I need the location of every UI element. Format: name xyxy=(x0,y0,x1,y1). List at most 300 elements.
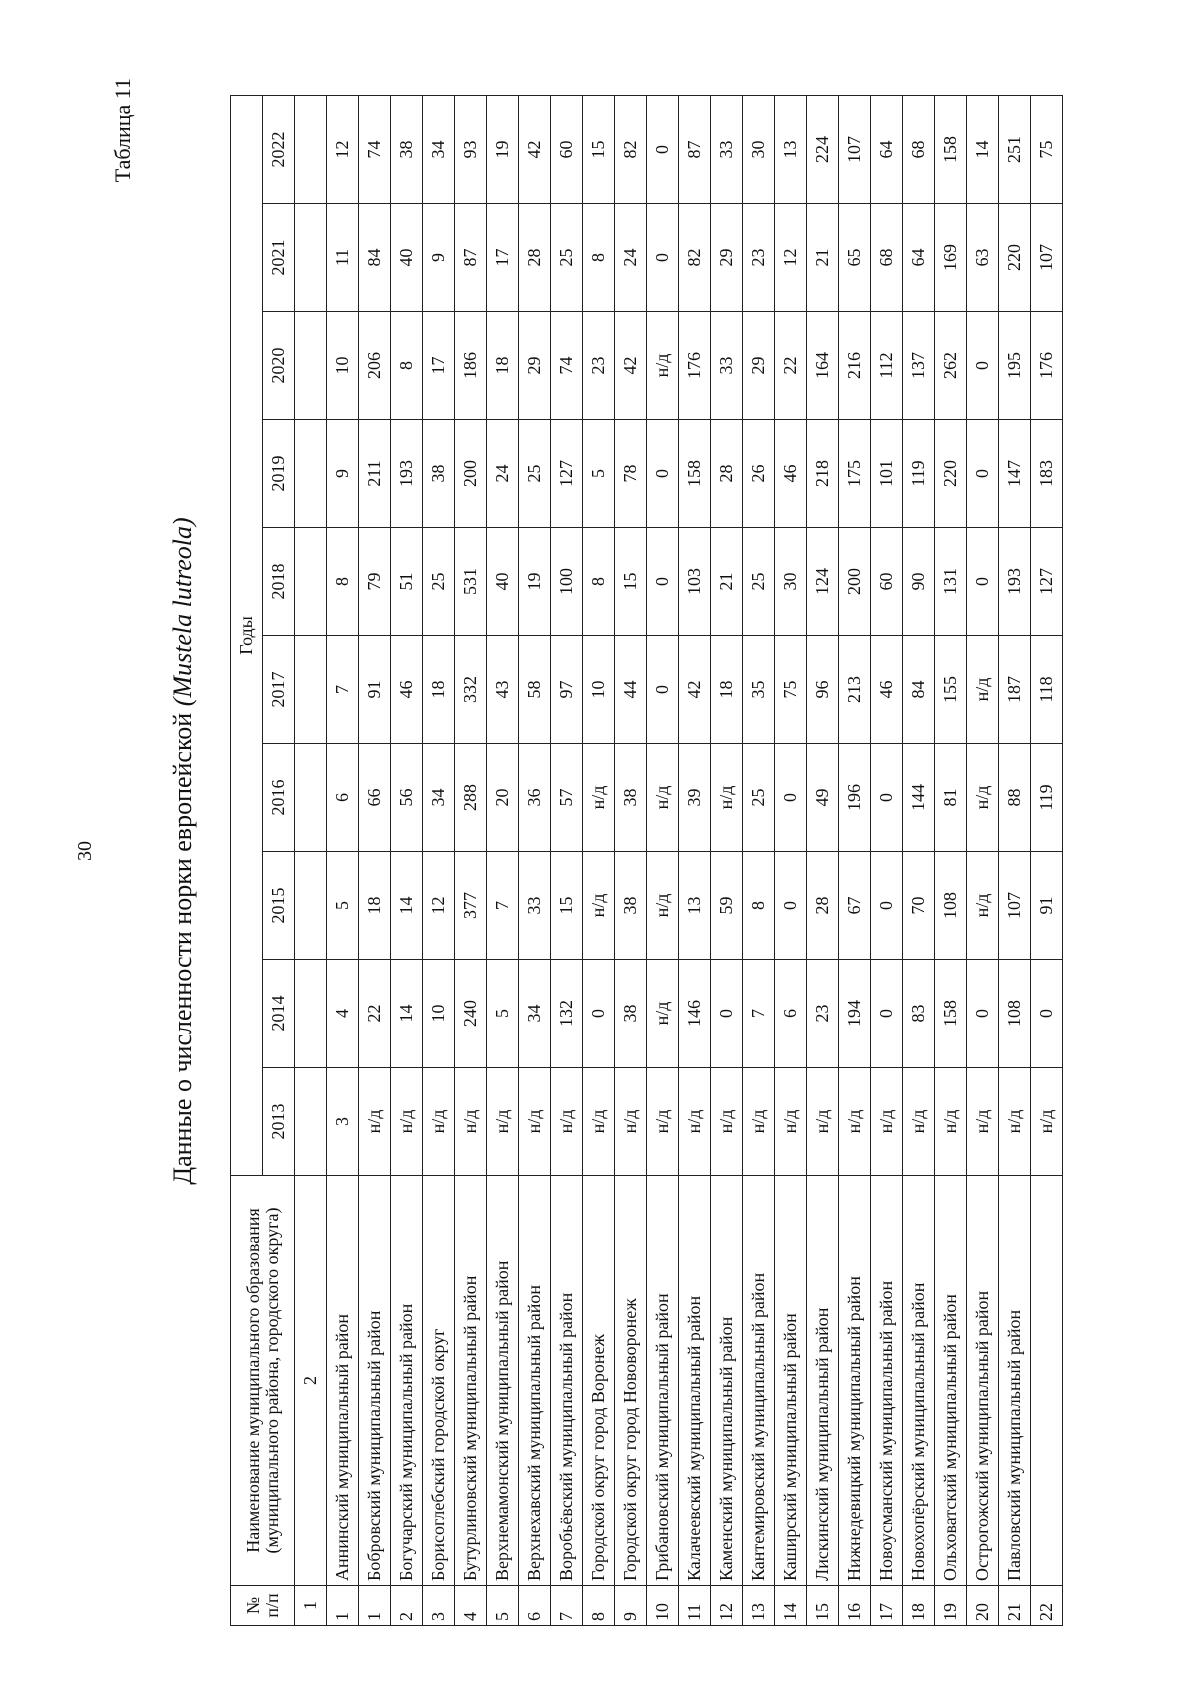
value-cell: 14 xyxy=(391,852,423,960)
municipality-name: Городской округ город Нововоронеж xyxy=(615,1176,647,1586)
value-cell: 6 xyxy=(775,960,807,1068)
value-cell: 33 xyxy=(711,95,743,203)
value-cell: 0 xyxy=(1031,960,1063,1068)
value-cell: 0 xyxy=(871,744,903,852)
table-row xyxy=(647,95,679,1625)
value-cell: 46 xyxy=(871,636,903,744)
value-cell: 84 xyxy=(359,204,391,312)
table-row xyxy=(1031,95,1063,1625)
value-cell: 38 xyxy=(615,960,647,1068)
value-cell: 176 xyxy=(679,312,711,420)
value-cell: 91 xyxy=(1031,852,1063,960)
value-cell: 131 xyxy=(935,528,967,636)
value-cell: 132 xyxy=(551,960,583,1068)
value-cell: н/д xyxy=(743,1068,775,1176)
table-row xyxy=(327,95,359,1625)
value-cell: 0 xyxy=(647,528,679,636)
municipality-name: Каширский муниципальный район xyxy=(775,1176,807,1586)
value-cell: 33 xyxy=(519,852,551,960)
header-name: Наименование муниципального образования (муниципального района, городского округа) xyxy=(231,1176,295,1586)
value-cell: 12 xyxy=(775,204,807,312)
value-cell: 18 xyxy=(423,636,455,744)
column-index-cell: 1 xyxy=(295,1586,327,1626)
municipality-name: Кантемировский муниципальный район xyxy=(743,1176,775,1586)
value-cell: 25 xyxy=(519,420,551,528)
table-row xyxy=(999,95,1031,1625)
value-cell: 84 xyxy=(903,636,935,744)
row-number: 20 xyxy=(967,1586,999,1626)
value-cell: н/д xyxy=(967,852,999,960)
value-cell: 25 xyxy=(423,528,455,636)
value-cell: 19 xyxy=(487,95,519,203)
value-cell: 107 xyxy=(1031,204,1063,312)
table-row xyxy=(551,95,583,1625)
value-cell: 38 xyxy=(615,744,647,852)
column-index-cell xyxy=(295,744,327,852)
column-index-cell xyxy=(295,312,327,420)
value-cell: 158 xyxy=(679,420,711,528)
value-cell: 34 xyxy=(423,744,455,852)
value-cell: 213 xyxy=(839,636,871,744)
year-header: 2018 xyxy=(263,528,295,636)
value-cell: 8 xyxy=(583,528,615,636)
value-cell: н/д xyxy=(967,1068,999,1176)
value-cell: н/д xyxy=(935,1068,967,1176)
value-cell: 78 xyxy=(615,420,647,528)
row-number: 15 xyxy=(807,1586,839,1626)
rotated-page xyxy=(70,56,1130,1646)
title-latin: (Mustela lutreola) xyxy=(168,517,197,707)
value-cell: 96 xyxy=(807,636,839,744)
value-cell: н/д xyxy=(967,636,999,744)
value-cell: 9 xyxy=(423,204,455,312)
value-cell: 24 xyxy=(487,420,519,528)
row-number: 5 xyxy=(487,1586,519,1626)
row-number: 10 xyxy=(647,1586,679,1626)
value-cell: н/д xyxy=(679,1068,711,1176)
value-cell: 206 xyxy=(359,312,391,420)
municipality-name: Воробьёвский муниципальный район xyxy=(551,1176,583,1586)
row-number: 6 xyxy=(519,1586,551,1626)
table-row xyxy=(839,95,871,1625)
value-cell: н/д xyxy=(711,744,743,852)
municipality-name: Лискинский муниципальный район xyxy=(807,1176,839,1586)
value-cell: 164 xyxy=(807,312,839,420)
value-cell: 74 xyxy=(359,95,391,203)
value-cell: 183 xyxy=(1031,420,1063,528)
value-cell: 0 xyxy=(967,528,999,636)
municipality-name: Аннинский муниципальный район xyxy=(327,1176,359,1586)
value-cell: 8 xyxy=(327,528,359,636)
value-cell: 11 xyxy=(327,204,359,312)
value-cell: 200 xyxy=(455,420,487,528)
value-cell: 42 xyxy=(679,636,711,744)
value-cell: н/д xyxy=(647,744,679,852)
value-cell: 8 xyxy=(391,312,423,420)
municipality-name: Калачеевский муниципальный район xyxy=(679,1176,711,1586)
value-cell: 28 xyxy=(807,852,839,960)
value-cell: 158 xyxy=(935,95,967,203)
value-cell: 0 xyxy=(583,960,615,1068)
value-cell: 74 xyxy=(551,312,583,420)
value-cell: 211 xyxy=(359,420,391,528)
municipality-name: Верхнехавский муниципальный район xyxy=(519,1176,551,1586)
value-cell: 220 xyxy=(999,204,1031,312)
value-cell: 144 xyxy=(903,744,935,852)
value-cell: 29 xyxy=(711,204,743,312)
page-title xyxy=(168,56,198,1646)
header-num: № п/п xyxy=(231,1586,295,1626)
row-number: 16 xyxy=(839,1586,871,1626)
value-cell: 64 xyxy=(871,95,903,203)
value-cell: 195 xyxy=(999,312,1031,420)
table-row xyxy=(903,95,935,1625)
value-cell: н/д xyxy=(551,1068,583,1176)
year-header: 2022 xyxy=(263,95,295,203)
value-cell: н/д xyxy=(775,1068,807,1176)
value-cell: 288 xyxy=(455,744,487,852)
value-cell: 38 xyxy=(391,95,423,203)
value-cell: 0 xyxy=(871,852,903,960)
value-cell: 12 xyxy=(423,852,455,960)
value-cell: 194 xyxy=(839,960,871,1068)
value-cell: 7 xyxy=(487,852,519,960)
row-number: 13 xyxy=(743,1586,775,1626)
value-cell: 17 xyxy=(423,312,455,420)
value-cell: 46 xyxy=(391,636,423,744)
value-cell: 8 xyxy=(583,204,615,312)
value-cell: 108 xyxy=(999,960,1031,1068)
table-row xyxy=(743,95,775,1625)
header-years: Годы xyxy=(231,95,263,1175)
value-cell: 57 xyxy=(551,744,583,852)
value-cell: н/д xyxy=(1031,1068,1063,1176)
value-cell: н/д xyxy=(647,1068,679,1176)
column-index-row xyxy=(295,95,327,1625)
municipality-name: Грибановский муниципальный район xyxy=(647,1176,679,1586)
value-cell: 200 xyxy=(839,528,871,636)
value-cell: н/д xyxy=(615,1068,647,1176)
value-cell: 90 xyxy=(903,528,935,636)
value-cell: 193 xyxy=(391,420,423,528)
value-cell: 38 xyxy=(615,852,647,960)
value-cell: 68 xyxy=(903,95,935,203)
value-cell: н/д xyxy=(519,1068,551,1176)
value-cell: 377 xyxy=(455,852,487,960)
value-cell: 108 xyxy=(935,852,967,960)
value-cell: 332 xyxy=(455,636,487,744)
value-cell: 79 xyxy=(359,528,391,636)
value-cell: 70 xyxy=(903,852,935,960)
table-row xyxy=(423,95,455,1625)
value-cell: 24 xyxy=(615,204,647,312)
value-cell: н/д xyxy=(647,960,679,1068)
year-header: 2016 xyxy=(263,744,295,852)
value-cell: 3 xyxy=(327,1068,359,1176)
value-cell: 5 xyxy=(487,960,519,1068)
table-row xyxy=(583,95,615,1625)
value-cell: 44 xyxy=(615,636,647,744)
value-cell: 20 xyxy=(487,744,519,852)
value-cell: 87 xyxy=(679,95,711,203)
value-cell: 218 xyxy=(807,420,839,528)
value-cell: 119 xyxy=(903,420,935,528)
value-cell: 18 xyxy=(359,852,391,960)
value-cell: 0 xyxy=(871,960,903,1068)
table-row xyxy=(711,95,743,1625)
value-cell: 30 xyxy=(743,95,775,203)
value-cell: 25 xyxy=(743,528,775,636)
value-cell: 137 xyxy=(903,312,935,420)
row-number: 3 xyxy=(423,1586,455,1626)
value-cell: н/д xyxy=(487,1068,519,1176)
value-cell: 15 xyxy=(551,852,583,960)
value-cell: 34 xyxy=(423,95,455,203)
value-cell: н/д xyxy=(967,744,999,852)
value-cell: 22 xyxy=(775,312,807,420)
year-header: 2017 xyxy=(263,636,295,744)
value-cell: 65 xyxy=(839,204,871,312)
value-cell: 124 xyxy=(807,528,839,636)
municipality-name: Павловский муниципальный район xyxy=(999,1176,1031,1586)
value-cell: 7 xyxy=(327,636,359,744)
table-row xyxy=(455,95,487,1625)
population-table xyxy=(230,95,1063,1626)
value-cell: 187 xyxy=(999,636,1031,744)
row-number: 12 xyxy=(711,1586,743,1626)
value-cell: н/д xyxy=(583,1068,615,1176)
value-cell: 39 xyxy=(679,744,711,852)
value-cell: н/д xyxy=(839,1068,871,1176)
value-cell: 10 xyxy=(327,312,359,420)
value-cell: 0 xyxy=(967,312,999,420)
year-header: 2014 xyxy=(263,960,295,1068)
value-cell: 29 xyxy=(743,312,775,420)
value-cell: 28 xyxy=(519,204,551,312)
value-cell: 56 xyxy=(391,744,423,852)
value-cell: 58 xyxy=(519,636,551,744)
value-cell: 127 xyxy=(551,420,583,528)
column-index-cell xyxy=(295,204,327,312)
value-cell: 176 xyxy=(1031,312,1063,420)
value-cell: 15 xyxy=(615,528,647,636)
row-number: 17 xyxy=(871,1586,903,1626)
value-cell: 82 xyxy=(679,204,711,312)
value-cell: 127 xyxy=(1031,528,1063,636)
value-cell: н/д xyxy=(647,852,679,960)
value-cell: 40 xyxy=(391,204,423,312)
value-cell: н/д xyxy=(583,852,615,960)
value-cell: н/д xyxy=(455,1068,487,1176)
column-index-cell xyxy=(295,420,327,528)
row-number: 2 xyxy=(391,1586,423,1626)
value-cell: н/д xyxy=(423,1068,455,1176)
municipality-name: Борисоглебский городской округ xyxy=(423,1176,455,1586)
value-cell: 22 xyxy=(359,960,391,1068)
value-cell: 75 xyxy=(1031,95,1063,203)
value-cell: 64 xyxy=(903,204,935,312)
row-number: 4 xyxy=(455,1586,487,1626)
value-cell: 10 xyxy=(423,960,455,1068)
value-cell: 38 xyxy=(423,420,455,528)
value-cell: 29 xyxy=(519,312,551,420)
value-cell: 169 xyxy=(935,204,967,312)
value-cell: 97 xyxy=(551,636,583,744)
value-cell: 0 xyxy=(967,420,999,528)
table-row xyxy=(871,95,903,1625)
value-cell: 112 xyxy=(871,312,903,420)
table-row xyxy=(391,95,423,1625)
column-index-cell xyxy=(295,852,327,960)
value-cell: 87 xyxy=(455,204,487,312)
value-cell: 8 xyxy=(743,852,775,960)
value-cell: 17 xyxy=(487,204,519,312)
value-cell: 68 xyxy=(871,204,903,312)
value-cell: 10 xyxy=(583,636,615,744)
value-cell: 59 xyxy=(711,852,743,960)
value-cell: 6 xyxy=(327,744,359,852)
value-cell: 7 xyxy=(743,960,775,1068)
value-cell: 63 xyxy=(967,204,999,312)
column-index-cell xyxy=(295,528,327,636)
row-number: 8 xyxy=(583,1586,615,1626)
value-cell: 186 xyxy=(455,312,487,420)
value-cell: н/д xyxy=(807,1068,839,1176)
table-body xyxy=(295,95,1063,1625)
value-cell: 107 xyxy=(839,95,871,203)
value-cell: 155 xyxy=(935,636,967,744)
value-cell: 146 xyxy=(679,960,711,1068)
value-cell: 101 xyxy=(871,420,903,528)
value-cell: 216 xyxy=(839,312,871,420)
value-cell: 13 xyxy=(775,95,807,203)
value-cell: 9 xyxy=(327,420,359,528)
year-header: 2020 xyxy=(263,312,295,420)
value-cell: 193 xyxy=(999,528,1031,636)
row-number: 1 xyxy=(327,1586,359,1626)
row-number: 19 xyxy=(935,1586,967,1626)
value-cell: 25 xyxy=(743,744,775,852)
value-cell: н/д xyxy=(359,1068,391,1176)
value-cell: н/д xyxy=(903,1068,935,1176)
column-index-cell xyxy=(295,636,327,744)
value-cell: н/д xyxy=(999,1068,1031,1176)
value-cell: 19 xyxy=(519,528,551,636)
municipality-name: Ольховатский муниципальный район xyxy=(935,1176,967,1586)
value-cell: 23 xyxy=(583,312,615,420)
value-cell: 0 xyxy=(711,960,743,1068)
municipality-name: Новохопёрский муниципальный район xyxy=(903,1176,935,1586)
value-cell: н/д xyxy=(647,312,679,420)
value-cell: 26 xyxy=(743,420,775,528)
municipality-name: Каменский муниципальный район xyxy=(711,1176,743,1586)
value-cell: 66 xyxy=(359,744,391,852)
column-index-cell xyxy=(295,960,327,1068)
value-cell: 49 xyxy=(807,744,839,852)
value-cell: 147 xyxy=(999,420,1031,528)
value-cell: 43 xyxy=(487,636,519,744)
value-cell: 100 xyxy=(551,528,583,636)
value-cell: 40 xyxy=(487,528,519,636)
value-cell: 28 xyxy=(711,420,743,528)
table-row xyxy=(807,95,839,1625)
value-cell: 23 xyxy=(807,960,839,1068)
value-cell: 36 xyxy=(519,744,551,852)
value-cell: 15 xyxy=(583,95,615,203)
table-row xyxy=(359,95,391,1625)
title-main: Данные о численности норки европейской xyxy=(168,712,197,1185)
value-cell: 51 xyxy=(391,528,423,636)
row-number: 11 xyxy=(679,1586,711,1626)
value-cell: 175 xyxy=(839,420,871,528)
value-cell: 34 xyxy=(519,960,551,1068)
value-cell: н/д xyxy=(871,1068,903,1176)
value-cell: 83 xyxy=(903,960,935,1068)
value-cell: 35 xyxy=(743,636,775,744)
table-row xyxy=(679,95,711,1625)
page-number: 30 xyxy=(74,841,96,861)
table-label: Таблица 11 xyxy=(110,78,135,183)
value-cell: 13 xyxy=(679,852,711,960)
row-number: 14 xyxy=(775,1586,807,1626)
table-row xyxy=(935,95,967,1625)
row-number: 1 xyxy=(359,1586,391,1626)
column-index-cell xyxy=(295,95,327,203)
municipality-name xyxy=(1031,1176,1063,1586)
value-cell: 46 xyxy=(775,420,807,528)
value-cell: 262 xyxy=(935,312,967,420)
municipality-name: Бутурлиновский муниципальный район xyxy=(455,1176,487,1586)
value-cell: 91 xyxy=(359,636,391,744)
municipality-name: Богучарский муниципальный район xyxy=(391,1176,423,1586)
year-header: 2021 xyxy=(263,204,295,312)
row-number: 18 xyxy=(903,1586,935,1626)
row-number: 21 xyxy=(999,1586,1031,1626)
value-cell: 0 xyxy=(967,960,999,1068)
table-row xyxy=(519,95,551,1625)
value-cell: 93 xyxy=(455,95,487,203)
value-cell: 25 xyxy=(551,204,583,312)
value-cell: 0 xyxy=(647,636,679,744)
value-cell: 0 xyxy=(647,204,679,312)
value-cell: 30 xyxy=(775,528,807,636)
value-cell: н/д xyxy=(583,744,615,852)
value-cell: 4 xyxy=(327,960,359,1068)
value-cell: 0 xyxy=(775,744,807,852)
value-cell: 5 xyxy=(327,852,359,960)
table-row xyxy=(487,95,519,1625)
value-cell: 240 xyxy=(455,960,487,1068)
value-cell: 88 xyxy=(999,744,1031,852)
value-cell: 251 xyxy=(999,95,1031,203)
value-cell: 42 xyxy=(615,312,647,420)
value-cell: 23 xyxy=(743,204,775,312)
value-cell: 33 xyxy=(711,312,743,420)
table-row xyxy=(967,95,999,1625)
value-cell: 60 xyxy=(551,95,583,203)
value-cell: 224 xyxy=(807,95,839,203)
value-cell: 118 xyxy=(1031,636,1063,744)
value-cell: 42 xyxy=(519,95,551,203)
municipality-name: Верхнемамонский муниципальный район xyxy=(487,1176,519,1586)
value-cell: 119 xyxy=(1031,744,1063,852)
value-cell: 18 xyxy=(711,636,743,744)
year-header: 2019 xyxy=(263,420,295,528)
value-cell: 0 xyxy=(647,420,679,528)
value-cell: 82 xyxy=(615,95,647,203)
value-cell: 21 xyxy=(807,204,839,312)
value-cell: 5 xyxy=(583,420,615,528)
